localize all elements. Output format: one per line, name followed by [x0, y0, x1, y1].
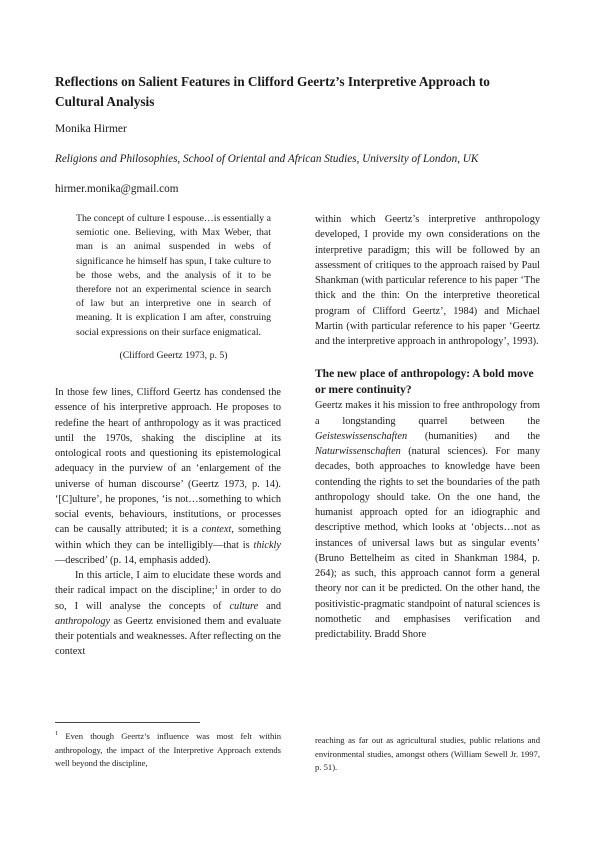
- body-paragraph-3: within which Geertz’s interpretive anthropology developed, I provide my own considerations on the interpretive paradigm; this will be followed by an assessment of critiques to the approach raised by Paul Shankman (with particular reference to his paper ‘The thick and the thin: On the interpretive theoretical program of Clifford Geertz’, 1984) and Michael Martin (with particular reference to his paper ‘Geertz and the interpretive approach in anthropology’, 1993).: [315, 214, 540, 347]
- body-paragraph-4: Geertz makes it his mission to free anthropology from a longstanding quarrel between the Geisteswissenschaften (humanities) and the Naturwissenschaften (natural sciences). For many decades, both approaches to knowledge have been contending the rights to set the boundaries of the path anthropology should take. On the one hand, the humanist approach opted for an idiographic and descriptive method, which looks at ‘objects…not as instances of universal laws but as singular events’ (Bruno Bettelheim as cited in Shankman 1984, p. 264); as such, this approach cannot form a general theory nor can it be predicted. On the other hand, the positivistic-pragmatic standpoint of natural sciences is nomothetic and emphasises verification and predictability. Bradd Shore: [315, 400, 540, 640]
- epigraph-citation: (Clifford Geertz 1973, p. 5): [119, 349, 228, 361]
- section-spacer: [55, 363, 281, 385]
- author-name: Monika Hirmer: [55, 123, 127, 135]
- footnote-1: $^1$ Even though Geertz’s influence was most felt within anthropology, the impact of the Interpretive Approach extends well beyond the discipline,: [55, 730, 281, 768]
- left-column: [55, 212, 281, 660]
- section-heading: The new place of anthropology: A bold move or mere continuity?: [315, 368, 534, 397]
- author-email: hirmer.monika@gmail.com: [55, 183, 179, 195]
- footnote-1-continued: reaching as far out as agricultural studies, public relations and environmental studies, amongst others (William Sewell Jr. 1997, p. 51).: [315, 735, 540, 772]
- paper-title: Reflections on Salient Features in Clifford Geertz’s Interpretive Approach to Cultural Analysis: [55, 74, 490, 109]
- right-column: [315, 212, 540, 642]
- body-paragraph-1: In those few lines, Clifford Geertz has condensed the essence of his interpretive approach. He proposes to redefine the heart of anthropology as it was practiced until the 1970s, shaking the discipline at its ontological roots and questioning its epistemological adequacy in the purview of an ‘enlargement of the universe of human discourse’ (Geertz 1973, p. 14). ‘[C]ulture’, he propones, ‘is not…something to which social events, behaviours, institutions, or processes can be causally attributed; it is a context, something within which they can be intelligibly—that is thickly—described’ (p. 14, emphasis added).: [55, 387, 281, 566]
- body-paragraph-2: In this article, I aim to elucidate these words and their radical impact on the discipline;$^1$ in order to do so, I will analyse the concepts of culture and anthropology as Geertz envisioned them and evaluate their potentials and weaknesses. After reflecting on the context: [55, 570, 281, 658]
- footnote-separator: [55, 722, 200, 723]
- author-affiliation: Religions and Philosophies, School of Oriental and African Studies, University of London, UK: [55, 153, 479, 165]
- epigraph-quote: The concept of culture I espouse…is essentially a semiotic one. Believing, with Max Weber, that man is an animal suspended in webs of significance he himself has spun, I take culture to be those webs, and the analysis of it to be therefore not an experimental science in search of law but an interpretive one in search of meaning. It is explication I am after, construing social expressions on their surface enigmatical.: [76, 213, 271, 338]
- footnote-marker[interactable]: 1: [214, 584, 218, 592]
